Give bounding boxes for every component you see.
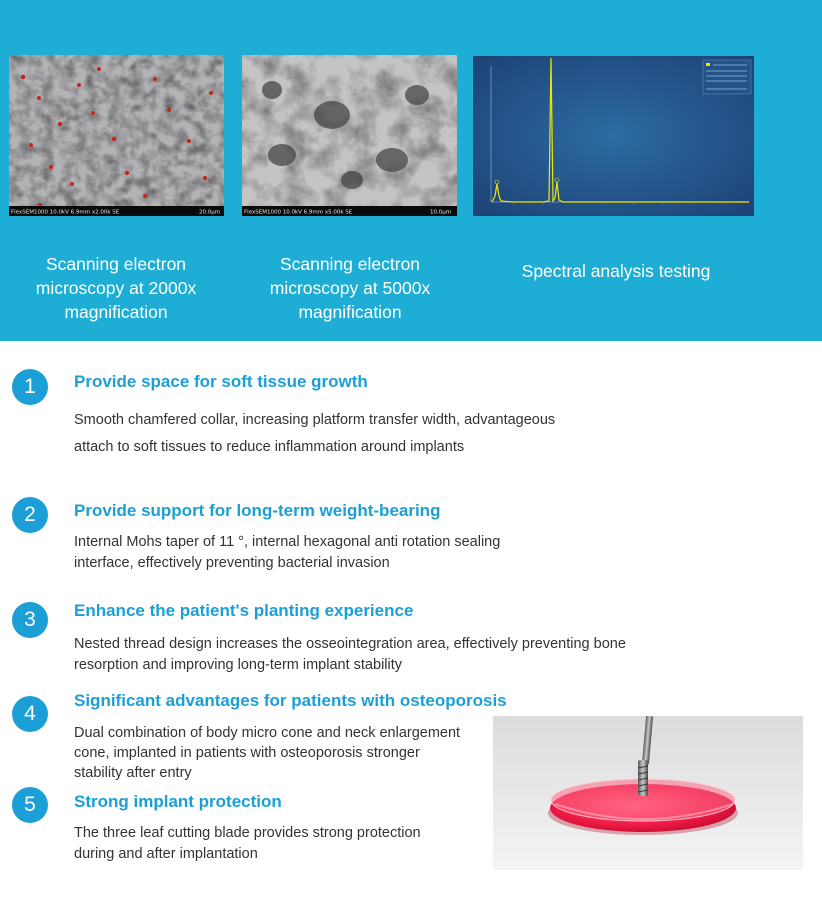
feature-desc-line: Dual combination of body micro cone and neck enlargement (74, 725, 461, 741)
feature-desc-line: attach to soft tissues to reduce inflammation around implants (74, 439, 465, 455)
caption-line: Scanning electron (279, 254, 421, 274)
caption-line: microscopy at 5000x (269, 278, 431, 298)
feature-title: Strong implant protection (74, 792, 282, 811)
scale-value: 20.0µm (199, 209, 221, 216)
scale-bar-text: FlexSEM1000 10.0kV 6.9mm x5.00k SE (244, 209, 353, 216)
feature-desc-line: The three leaf cutting blade provides strong protection (74, 825, 421, 841)
feature-description (74, 532, 500, 574)
caption-line: Scanning electron (45, 254, 187, 274)
caption-sem-2000x (0, 252, 232, 324)
feature-desc-line: Smooth chamfered collar, increasing platform transfer width, advantageous (74, 412, 556, 428)
feature-desc-line: interface, effectively preventing bacterial invasion (74, 555, 390, 571)
feature-description (74, 634, 626, 676)
feature-desc-line: Internal Mohs taper of 11 °, internal hexagonal anti rotation sealing (74, 534, 501, 550)
feature-number-badge: 1 (12, 369, 48, 405)
feature-description (74, 823, 489, 865)
feature-title: Significant advantages for patients with osteoporosis (74, 691, 507, 710)
feature-desc-line: during and after implantation (74, 846, 258, 862)
feature-title: Provide support for long-term weight-bearing (74, 501, 441, 520)
caption-line: microscopy at 2000x (35, 278, 197, 298)
scale-value: 10.0µm (430, 209, 452, 216)
feature-desc-line: resorption and improving long-term implant stability (74, 657, 403, 673)
feature-title: Enhance the patient's planting experience (74, 601, 414, 620)
feature-desc-line: Nested thread design increases the osseointegration area, effectively preventing bone (74, 636, 626, 652)
spectral-analysis-image (473, 56, 754, 216)
sem-image-5000x (242, 55, 457, 216)
feature-description (74, 723, 489, 783)
sem-image-2000x (9, 55, 224, 216)
feature-number-badge: 5 (12, 787, 48, 823)
feature-number-badge: 3 (12, 602, 48, 638)
feature-desc-line: stability after entry (74, 765, 192, 781)
caption-line: magnification (298, 302, 402, 322)
feature-number-badge: 4 (12, 696, 48, 732)
feature-title: Provide space for soft tissue growth (74, 372, 368, 391)
scale-bar-text: FlexSEM1000 10.0kV 6.9mm x2.00k SE (11, 209, 120, 216)
implant-petri-dish-photo (493, 716, 803, 870)
feature-description (74, 407, 555, 461)
caption-sem-5000x (234, 252, 466, 324)
feature-desc-line: cone, implanted in patients with osteoporosis stronger (74, 745, 420, 761)
caption-line: magnification (64, 302, 168, 322)
caption-spectral: Spectral analysis testing (521, 261, 711, 281)
feature-number-badge: 2 (12, 497, 48, 533)
